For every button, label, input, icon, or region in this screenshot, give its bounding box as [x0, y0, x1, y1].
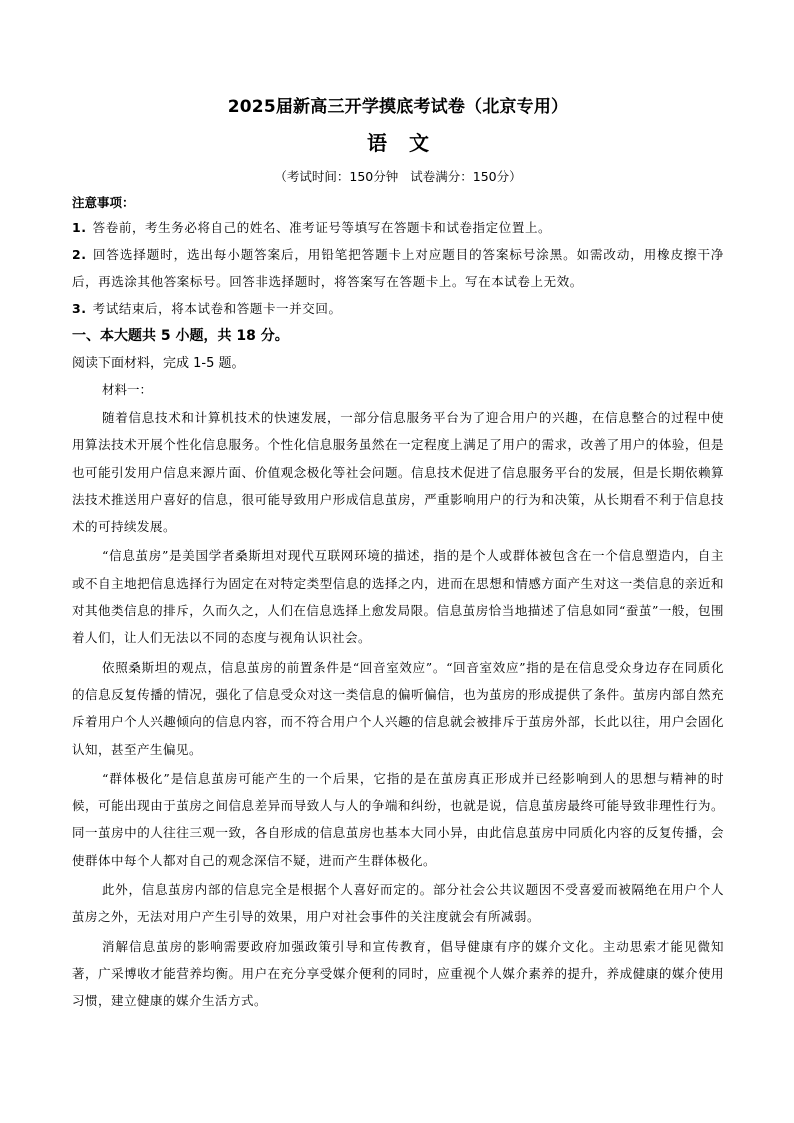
material-body [72, 404, 724, 1015]
exam-page [72, 96, 724, 1015]
notice-title: 注意事项： [72, 195, 135, 210]
material-paragraph: 消解信息茧房的影响需要政府加强政策引导和宣传教育，倡导健康有序的媒介文化。主动思索才能见微知著，广采博收才能营养均衡。用户在充分享受媒介便利的同时，应重视个人媒介素养的提升，养成健康的媒介使用习惯，建立健康的媒介生活方式。 [72, 938, 724, 1009]
notice-item-number: 3. [72, 301, 87, 316]
material-paragraph: 随着信息技术和计算机技术的快速发展，一部分信息服务平台为了迎合用户的兴趣，在信息整合的过程中使用算法技术开展个性化信息服务。个性化信息服务虽然在一定程度上满足了用户的需求，改善了用户的体验，但是也可能引发用户信息来源片面、价值观念极化等社会问题。信息技术促进了信息服务平台的发展，但是长期依赖算法技术推送用户喜好的信息，很可能导致用户形成信息茧房，严重影响用户的行为和决策，从长期看不利于信息技术的可持续发展。 [72, 410, 724, 535]
subject-heading [72, 130, 724, 156]
section-title: 一、本大题共 5 小题，共 18 分。 [72, 328, 289, 344]
material-paragraph: “信息茧房”是美国学者桑斯坦对现代互联网环境的描述，指的是个人或群体被包含在一个信息塑造内，自主或不自主地把信息选择行为固定在对特定类型信息的选择之内，进而在思想和情感方面产生对这一类信息的亲近和对其他类信息的排斥，久而久之，人们在信息选择上愈发局限。信息茧房恰当地描述了信息如同“蚕茧”一般，包围着人们，让人们无法以不同的态度与视角认识社会。 [72, 548, 724, 646]
notice-item [72, 295, 724, 322]
material-label: 材料一： [102, 382, 153, 397]
subject-char-1: 语 [367, 131, 387, 155]
notice-item-text: 答卷前，考生务必将自己的姓名、准考证号等填写在答题卡和试卷指定位置上。 [92, 220, 552, 235]
notice-item [72, 241, 724, 295]
material-paragraph: 依照桑斯坦的观点，信息茧房的前置条件是“回音室效应”。“回音室效应”指的是在信息受众身边存在同质化的信息反复传播的情况，强化了信息受众对这一类信息的偏听偏信，也为茧房的形成提供了条件。茧房内部自然充斥着用户个人兴趣倾向的信息内容，而不符合用户个人兴趣的信息就会被排斥于茧房外部，长此以往，用户会固化认知，甚至产生偏见。 [72, 659, 724, 757]
material-paragraph: 此外，信息茧房内部的信息完全是根据个人喜好而定的。部分社会公共议题因不受喜爱而被隔绝在用户个人茧房之外，无法对用户产生引导的效果，用户对社会事件的关注度就会有所减弱。 [72, 882, 724, 925]
notice-item [72, 214, 724, 241]
reading-instruction: 阅读下面材料，完成 1-5 题。 [72, 356, 245, 371]
full-score: 试卷满分：150分） [410, 169, 522, 184]
exam-time: （考试时间：150分钟 [274, 169, 399, 184]
notice-item-text: 回答选择题时，选出每小题答案后，用铅笔把答题卡上对应题目的答案标号涂黑。如需改动，用橡皮擦干净后，再选涂其他答案标号。回答非选择题时，将答案写在答题卡上。写在本试卷上无效。 [72, 247, 724, 289]
notice-item-text: 考试结束后，将本试卷和答题卡一并交回。 [92, 301, 342, 316]
notice-item-number: 2. [72, 247, 87, 262]
notice-list [72, 214, 724, 322]
subject-char-2: 文 [409, 131, 429, 155]
material-paragraph: “群体极化”是信息茧房可能产生的一个后果，它指的是在茧房真正形成并已经影响到人的思想与精神的时候，可能出现由于茧房之间信息差异而导致人与人的争端和纠纷，也就是说，信息茧房最终可能导致非理性行为。同一茧房中的人往往三观一致，各自形成的信息茧房也基本大同小异，由此信息茧房中同质化内容的反复传播，会使群体中每个人都对自己的观念深信不疑，进而产生群体极化。 [72, 770, 724, 868]
exam-title: 2025届新高三开学摸底考试卷（北京专用） [227, 97, 569, 117]
exam-info [72, 168, 724, 186]
notice-item-number: 1. [72, 220, 87, 235]
